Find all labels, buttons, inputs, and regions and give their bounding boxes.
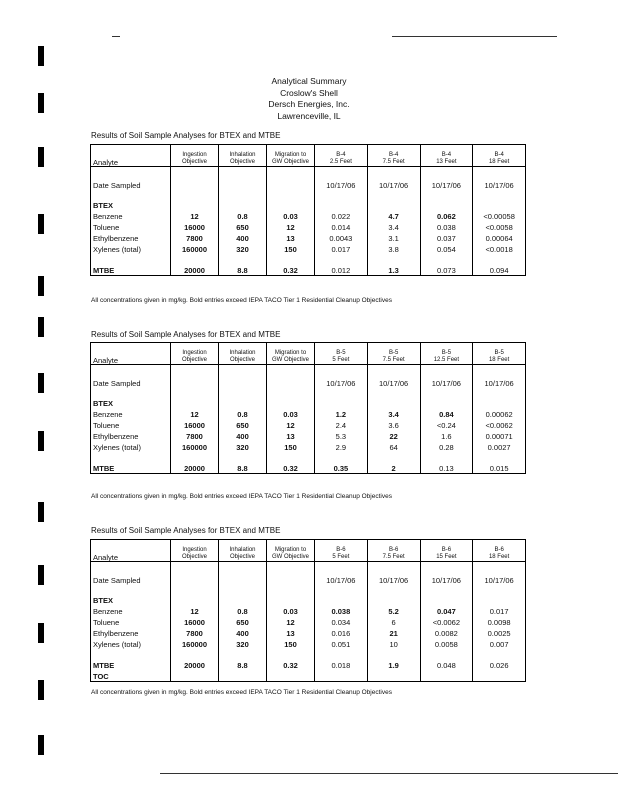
edge-mark [38, 680, 44, 700]
page-header [0, 76, 618, 122]
edge-mark [38, 565, 44, 585]
analyte-row: Xylenes (total) 160000 320 150 2.9 64 0.28 0.0027 [91, 441, 526, 452]
col-sample: B-6 15 Feet [420, 540, 473, 562]
col-sample: B-5 12.5 Feet [420, 343, 473, 365]
date-row: Date Sampled 10/17/06 10/17/06 10/17/06 10/17/06 [91, 571, 526, 585]
analyte-row: Ethylbenzene 7800 400 13 5.3 22 1.6 0.00071 [91, 430, 526, 441]
col-ingestion: Ingestion Objective [171, 540, 219, 562]
col-analyte: Analyte [91, 145, 171, 167]
table-caption: Results of Soil Sample Analyses for BTEX and MTBE [91, 526, 281, 535]
date-row: Date Sampled 10/17/06 10/17/06 10/17/06 10/17/06 [91, 374, 526, 388]
table-header [91, 145, 526, 167]
table-footnote: All concentrations given in mg/kg. Bold entries exceed IEPA TACO Tier 1 Residential Cleanup Objectives [91, 297, 392, 304]
col-sample: B-4 13 Feet [420, 145, 473, 167]
col-sample: B-6 7.5 Feet [367, 540, 420, 562]
analyte-row: Toluene 16000 650 12 0.014 3.4 0.038 <0.0058 [91, 221, 526, 232]
table-caption: Results of Soil Sample Analyses for BTEX and MTBE [91, 131, 281, 140]
analyte-row: Toluene 16000 650 12 2.4 3.6 <0.24 <0.0062 [91, 419, 526, 430]
table-caption: Results of Soil Sample Analyses for BTEX and MTBE [91, 330, 281, 339]
col-sample: B-5 7.5 Feet [367, 343, 420, 365]
report-title: Analytical Summary [271, 76, 347, 86]
top-scan-line [392, 36, 557, 37]
analyte-row: Ethylbenzene 7800 400 13 0.016 21 0.0082 0.0025 [91, 627, 526, 638]
col-sample: B-5 18 Feet [473, 343, 526, 365]
table-header [91, 540, 526, 562]
col-analyte: Analyte [91, 540, 171, 562]
edge-mark [38, 735, 44, 755]
col-ingestion: Ingestion Objective [171, 145, 219, 167]
analyte-row: Xylenes (total) 160000 320 150 0.051 10 0.0058 0.007 [91, 638, 526, 649]
edge-mark [38, 214, 44, 234]
col-sample: B-5 5 Feet [315, 343, 368, 365]
edge-mark [38, 502, 44, 522]
col-analyte: Analyte [91, 343, 171, 365]
col-migration: Migration to GW Objective [267, 145, 315, 167]
results-table-b6 [90, 539, 526, 682]
site-name: Croslow's Shell [280, 87, 338, 98]
analyte-row: Xylenes (total) 160000 320 150 0.017 3.8 0.054 <0.0018 [91, 243, 526, 254]
col-sample: B-6 18 Feet [473, 540, 526, 562]
analyte-row: Benzene 12 0.8 0.03 1.2 3.4 0.84 0.00062 [91, 408, 526, 419]
toc-row: TOC [91, 670, 526, 682]
edge-mark [38, 317, 44, 337]
col-migration: Migration to GW Objective [267, 343, 315, 365]
btex-heading-row: BTEX [91, 594, 526, 605]
edge-mark [38, 623, 44, 643]
edge-mark [38, 276, 44, 296]
col-ingestion: Ingestion Objective [171, 343, 219, 365]
analyte-row: Benzene 12 0.8 0.03 0.022 4.7 0.062 <0.00058 [91, 210, 526, 221]
analyte-row: Toluene 16000 650 12 0.034 6 <0.0062 0.0098 [91, 616, 526, 627]
analyte-row: Ethylbenzene 7800 400 13 0.0043 3.1 0.037 0.00064 [91, 232, 526, 243]
btex-heading-row: BTEX [91, 397, 526, 408]
edge-mark [38, 46, 44, 66]
table-footnote: All concentrations given in mg/kg. Bold entries exceed IEPA TACO Tier 1 Residential Cleanup Objectives [91, 689, 392, 696]
edge-mark [38, 373, 44, 393]
edge-mark [38, 147, 44, 167]
table-header [91, 343, 526, 365]
site-location: Lawrenceville, IL [277, 110, 341, 121]
edge-mark [38, 431, 44, 451]
mtbe-row: MTBE 20000 8.8 0.32 0.35 2 0.13 0.015 [91, 461, 526, 474]
results-table-b4 [90, 144, 526, 276]
date-row: Date Sampled 10/17/06 10/17/06 10/17/06 10/17/06 [91, 176, 526, 190]
col-inhalation: Inhalation Objective [219, 540, 267, 562]
col-sample: B-4 2.5 Feet [315, 145, 368, 167]
analyte-row: Benzene 12 0.8 0.03 0.038 5.2 0.047 0.017 [91, 605, 526, 616]
top-scan-line [112, 36, 120, 37]
col-migration: Migration to GW Objective [267, 540, 315, 562]
mtbe-row: MTBE 20000 8.8 0.32 0.012 1.3 0.073 0.094 [91, 263, 526, 276]
col-inhalation: Inhalation Objective [219, 145, 267, 167]
results-table-b5 [90, 342, 526, 474]
col-sample: B-4 18 Feet [473, 145, 526, 167]
company-name: Dersch Energies, Inc. [268, 99, 350, 109]
col-sample: B-4 7.5 Feet [367, 145, 420, 167]
bottom-scan-line [160, 773, 618, 774]
btex-heading-row: BTEX [91, 199, 526, 210]
col-inhalation: Inhalation Objective [219, 343, 267, 365]
table-footnote: All concentrations given in mg/kg. Bold entries exceed IEPA TACO Tier 1 Residential Cleanup Objectives [91, 493, 392, 500]
col-sample: B-6 5 Feet [315, 540, 368, 562]
mtbe-row: MTBE 20000 8.8 0.32 0.018 1.9 0.048 0.026 [91, 658, 526, 670]
